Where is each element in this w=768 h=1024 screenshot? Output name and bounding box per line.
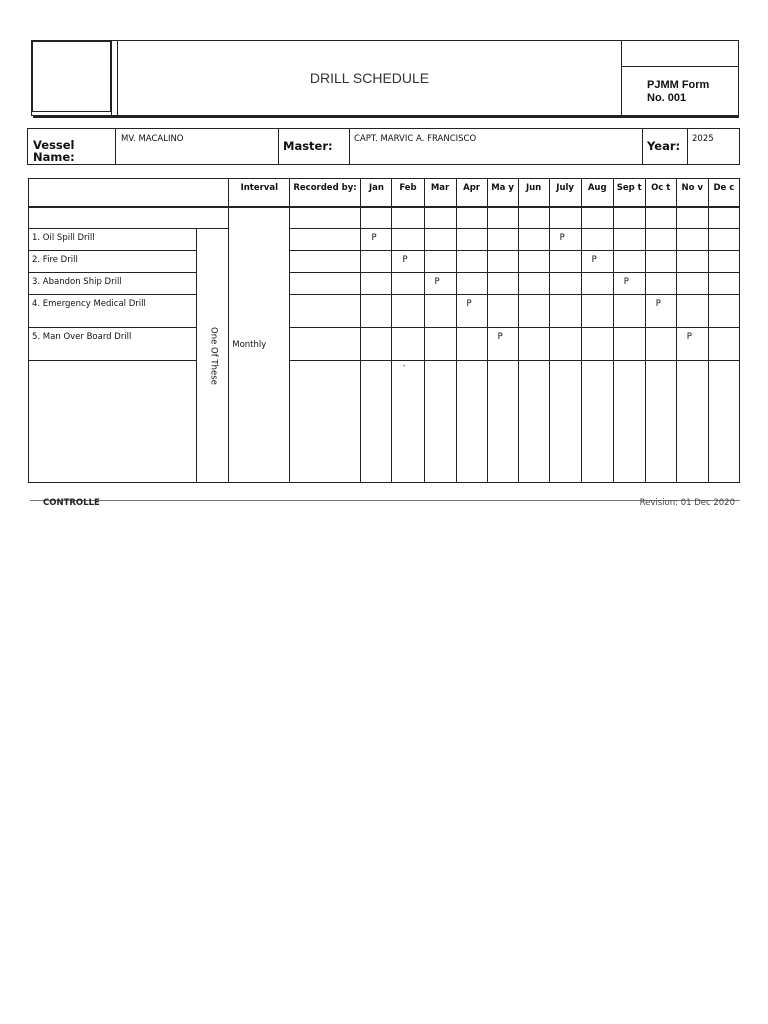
table-row: [29, 361, 740, 483]
month-mark: [361, 251, 392, 273]
month-mark: [456, 328, 487, 361]
vessel-name-label: Vessel Name:: [33, 138, 75, 164]
month-mark: [518, 229, 549, 251]
month-mark: P: [613, 273, 645, 295]
month-mark: [613, 295, 645, 328]
month-mark: P: [487, 328, 518, 361]
table-row: [29, 295, 740, 328]
month-mark: [424, 229, 456, 251]
month-mark: [581, 295, 613, 328]
month-mark: [518, 251, 549, 273]
month-mark: [613, 229, 645, 251]
divider: [349, 128, 350, 165]
footer-controlled: CONTROLLE: [43, 498, 100, 508]
column-header: Feb: [392, 179, 424, 207]
divider: [115, 128, 116, 165]
month-mark: P: [392, 251, 424, 273]
table-row: [29, 207, 740, 229]
table-row: [29, 273, 740, 295]
form-number: PJMM Form No. 001: [647, 79, 710, 104]
month-mark: [549, 295, 581, 328]
drill-name: 2. Fire Drill: [29, 251, 197, 273]
month-mark: [708, 251, 739, 273]
year-label: Year:: [647, 139, 681, 153]
column-header: Jun: [518, 179, 549, 207]
month-mark: [392, 295, 424, 328]
month-mark: [456, 229, 487, 251]
month-mark: [392, 273, 424, 295]
column-header: De c: [708, 179, 739, 207]
month-mark: [518, 295, 549, 328]
divider: [278, 128, 279, 165]
month-mark: [613, 251, 645, 273]
month-mark: [708, 273, 739, 295]
table-header-row: [29, 179, 740, 207]
month-mark: [424, 251, 456, 273]
month-mark: [392, 328, 424, 361]
month-mark: [581, 328, 613, 361]
year-value: 2025: [692, 134, 714, 144]
month-mark: [361, 273, 392, 295]
logo-placeholder: [32, 41, 111, 112]
month-mark: [676, 229, 708, 251]
month-mark: [549, 273, 581, 295]
month-mark: [645, 251, 676, 273]
master-label: Master:: [283, 139, 333, 153]
month-mark: P: [456, 295, 487, 328]
master-value: CAPT. MARVIC A. FRANCISCO: [354, 134, 477, 144]
month-mark: [581, 229, 613, 251]
month-mark: [487, 273, 518, 295]
column-header: Recorded by:: [290, 179, 361, 207]
month-mark: P: [361, 229, 392, 251]
month-mark: [676, 273, 708, 295]
month-mark: [361, 295, 392, 328]
month-mark: P: [424, 273, 456, 295]
table-row: [29, 229, 740, 251]
month-mark: [392, 229, 424, 251]
drill-schedule-table: [28, 178, 740, 483]
drill-name: 5. Man Over Board Drill: [29, 328, 197, 361]
month-mark: [645, 229, 676, 251]
drill-name: 4. Emergency Medical Drill: [29, 295, 197, 328]
header-underline: [33, 116, 739, 118]
month-mark: [676, 295, 708, 328]
drill-name: 1. Oil Spill Drill: [29, 229, 197, 251]
divider: [687, 128, 688, 165]
blank-header-cell: [29, 179, 229, 207]
divider: [111, 41, 112, 115]
interval-cell: Monthly: [229, 207, 290, 483]
month-mark: P: [676, 328, 708, 361]
month-mark: P: [549, 229, 581, 251]
divider: [642, 128, 643, 165]
table-row: [29, 328, 740, 361]
month-mark: [361, 328, 392, 361]
month-mark: [424, 328, 456, 361]
stray-mark: `: [392, 361, 424, 483]
page-title: DRILL SCHEDULE: [309, 70, 430, 86]
month-mark: [645, 328, 676, 361]
group-cell: [197, 229, 229, 483]
month-mark: [708, 328, 739, 361]
column-header: Aug: [581, 179, 613, 207]
drill-name: 3. Abandon Ship Drill: [29, 273, 197, 295]
month-mark: [518, 328, 549, 361]
column-header: July: [549, 179, 581, 207]
month-mark: [613, 328, 645, 361]
month-mark: [549, 251, 581, 273]
column-header: Apr: [456, 179, 487, 207]
month-mark: [708, 295, 739, 328]
month-mark: [676, 251, 708, 273]
month-mark: [487, 251, 518, 273]
month-mark: [549, 328, 581, 361]
month-mark: [424, 295, 456, 328]
column-header: No v: [676, 179, 708, 207]
divider: [621, 66, 739, 67]
month-mark: [487, 295, 518, 328]
month-mark: [487, 229, 518, 251]
column-header: Jan: [361, 179, 392, 207]
footer-revision: Revision: 01 Dec 2020: [639, 498, 735, 508]
vessel-name-value: MV. MACALINO: [121, 134, 184, 144]
column-header: Mar: [424, 179, 456, 207]
column-header: Sep t: [613, 179, 645, 207]
table-row: [29, 251, 740, 273]
divider: [621, 41, 622, 116]
column-header: Interval: [229, 179, 290, 207]
month-mark: [456, 251, 487, 273]
column-header: Ma y: [487, 179, 518, 207]
group-label: One Of These: [208, 326, 219, 385]
month-mark: [708, 229, 739, 251]
month-mark: P: [581, 251, 613, 273]
column-header: Oc t: [645, 179, 676, 207]
month-mark: P: [645, 295, 676, 328]
month-mark: [645, 273, 676, 295]
month-mark: [581, 273, 613, 295]
month-mark: [518, 273, 549, 295]
month-mark: [456, 273, 487, 295]
